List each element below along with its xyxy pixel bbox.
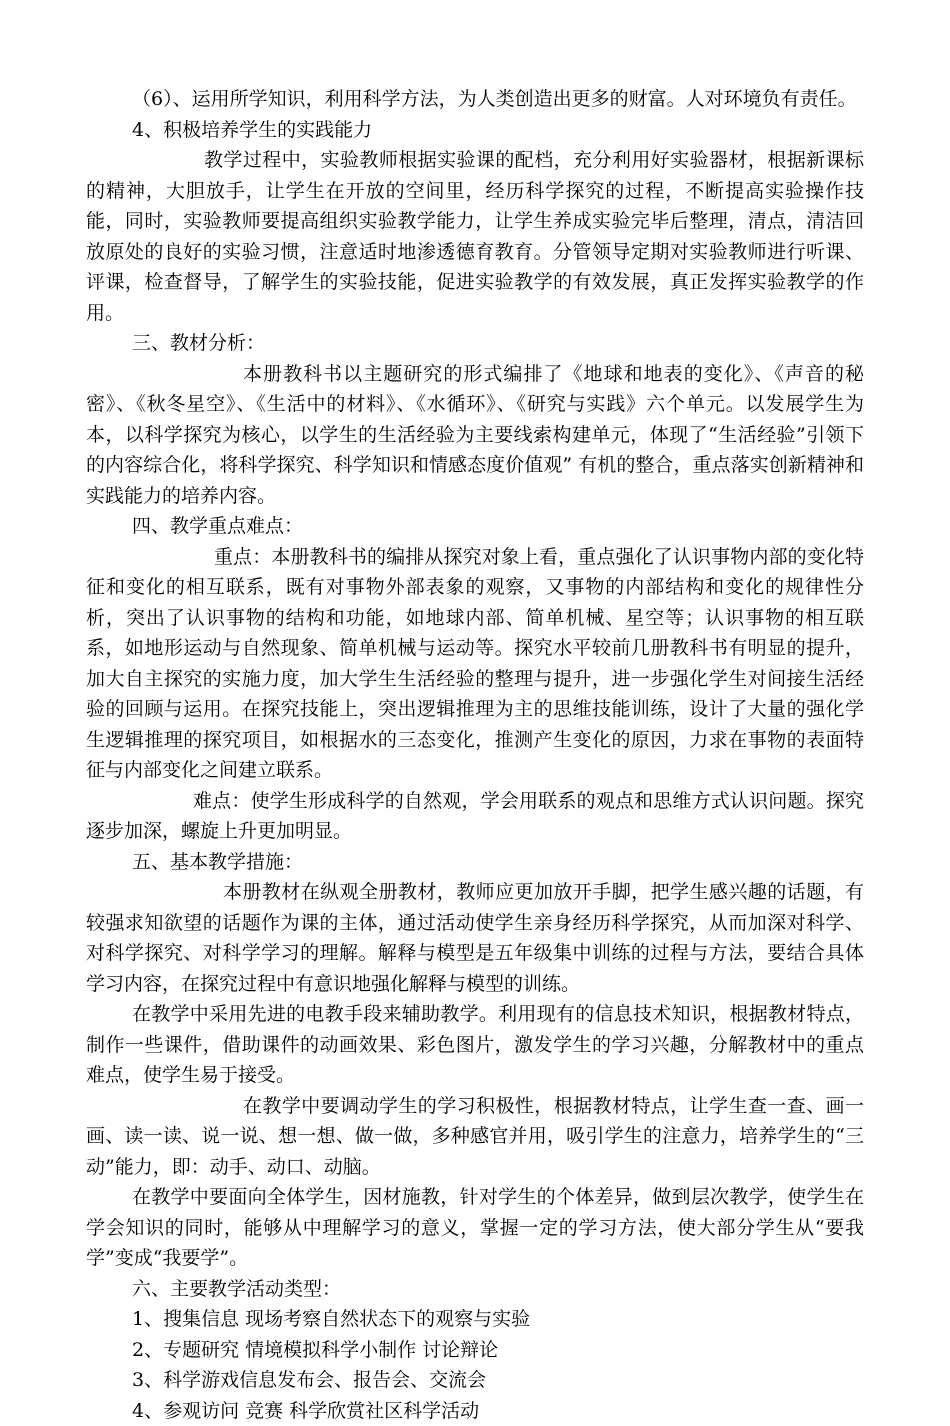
list-item-activity-2: 2、专题研究 情境模拟科学小制作 讨论辩论 [86,1335,864,1366]
paragraph-key-points: 重点：本册教科书的编排从探究对象上看，重点强化了认识事物内部的变化特征和变化的相互联系，既有对事物外部表象的观察，又事物的内部结构和变化的规律性分析，突出了认识事物的结构和功能，如地球内部、简单机械、星空等；认识事物的相互联系，如地形运动与自然现象、简单机械与运动等。探究水平较前几册教科书有明显的提升，加大自主探究的实施力度，加大学生生活经验的整理与提升，进一步强化学生对间接生活经验的回顾与运用。在探究技能上，突出逻辑推理为主的思维技能训练，设计了大量的强化学生逻辑推理的探究项目，如根据水的三态变化，推测产生变化的原因，力求在事物的表面特征与内部变化之间建立联系。 [86,542,864,786]
paragraph-textbook-analysis: 本册教科书以主题研究的形式编排了《地球和地表的变化》、《声音的秘密》、《秋冬星空》、《生活中的材料》、《水循环》、《研究与实践》六个单元。以发展学生为本，以科学探究为核心，以学生的生活经验为主要线索构建单元，体现了“生活经验”引领下的内容综合化，将科学探究、科学知识和情感态度价值观” 有机的整合，重点落实创新精神和实践能力的培养内容。 [86,359,864,512]
paragraph-experiment-teaching: 教学过程中，实验教师根据实验课的配档，充分利用好实验器材，根据新课标的精神，大胆放手，让学生在开放的空间里，经历科学探究的过程，不断提高实验操作技能，同时，实验教师要提高组织实验教学能力，让学生养成实验完毕后整理，清点，清洁回放原处的良好的实验习惯，注意适时地渗透德育教育。分管领导定期对实验教师进行听课、评课，检查督导，了解学生的实验技能，促进实验教学的有效发展，真正发挥实验教学的作用。 [86,145,864,328]
list-item-activity-1: 1、搜集信息 现场考察自然状态下的观察与实验 [86,1304,864,1335]
list-item-activity-4: 4、参观访问 竞赛 科学欣赏社区科学活动 [86,1396,864,1426]
list-item-activity-3: 3、科学游戏信息发布会、报告会、交流会 [86,1365,864,1396]
heading-practice-ability: 4、积极培养学生的实践能力 [86,115,864,146]
paragraph-measures-motivation: 在教学中要调动学生的学习积极性，根据教材特点，让学生查一查、画一画、读一读、说一说、想一想、做一做，多种感官并用，吸引学生的注意力，培养学生的“三动”能力，即：动手、动口、动脑。 [86,1091,864,1183]
heading-textbook-analysis: 三、教材分析： [86,328,864,359]
heading-teaching-measures: 五、基本教学措施： [86,847,864,878]
paragraph-measures-textbook: 本册教材在纵观全册教材，教师应更加放开手脚，把学生感兴趣的话题，有较强求知欲望的话题作为课的主体，通过活动使学生亲身经历科学探究，从而加深对科学、对科学探究、对科学学习的理解。解释与模型是五年级集中训练的过程与方法，要结合具体学习内容，在探究过程中有意识地强化解释与模型的训练。 [86,877,864,999]
paragraph-point-6: （6）、运用所学知识，利用科学方法，为人类创造出更多的财富。人对环境负有责任。 [86,84,864,115]
paragraph-difficult-points: 难点：使学生形成科学的自然观，学会用联系的观点和思维方式认识问题。探究逐步加深，螺旋上升更加明显。 [86,786,864,847]
heading-key-difficult-points: 四、教学重点难点： [86,511,864,542]
document-body [86,84,864,1426]
heading-activity-types: 六、主要教学活动类型： [86,1274,864,1305]
paragraph-measures-multimedia: 在教学中采用先进的电教手段来辅助教学。利用现有的信息技术知识，根据教材特点，制作一些课件，借助课件的动画效果、彩色图片，激发学生的学习兴趣，分解教材中的重点难点，使学生易于接受。 [86,999,864,1091]
paragraph-measures-all-students: 在教学中要面向全体学生，因材施教，针对学生的个体差异，做到层次教学，使学生在学会知识的同时，能够从中理解学习的意义，掌握一定的学习方法，使大部分学生从“要我学”变成“我要学”。 [86,1182,864,1274]
